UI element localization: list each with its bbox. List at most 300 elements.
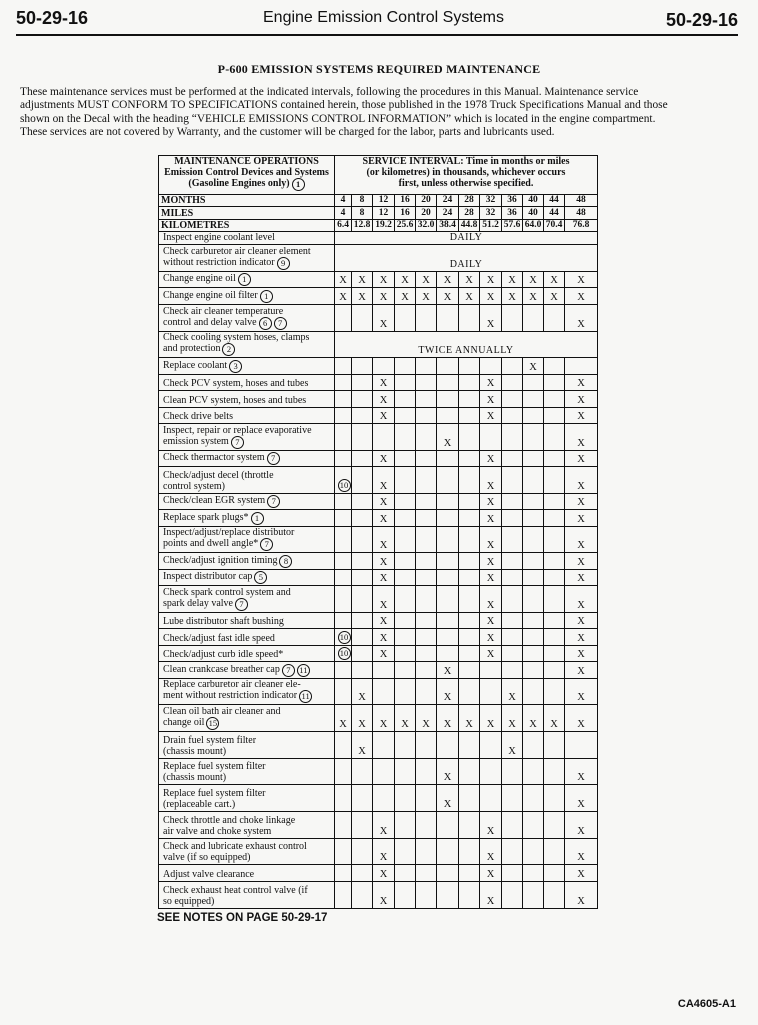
interval-mark-cell bbox=[502, 865, 523, 881]
interval-mark-cell bbox=[544, 586, 565, 613]
interval-mark-cell bbox=[416, 612, 437, 628]
operation-text: Replace fuel system filter bbox=[163, 788, 266, 800]
operation-line bbox=[163, 717, 332, 730]
table-row bbox=[159, 245, 598, 272]
interval-mark-cell bbox=[352, 304, 373, 331]
interval-mark-cell bbox=[335, 678, 352, 705]
interval-mark-cell bbox=[352, 785, 373, 812]
interval-mark-cell bbox=[523, 662, 544, 678]
operation-text: Check thermactor system bbox=[163, 452, 265, 464]
note-ref-circle: 7 bbox=[231, 436, 244, 449]
operation-text: (chassis mount) bbox=[163, 772, 227, 784]
operation-line bbox=[163, 343, 332, 356]
interval-mark-cell: X bbox=[565, 678, 598, 705]
interval-mark-cell bbox=[459, 758, 480, 785]
interval-mark-cell bbox=[395, 569, 416, 585]
interval-mark-cell bbox=[565, 731, 598, 758]
interval-mark-cell bbox=[459, 838, 480, 865]
intro-paragraph bbox=[20, 86, 736, 139]
interval-value: 24 bbox=[437, 195, 459, 207]
miles-row-label: MILES bbox=[159, 207, 335, 219]
interval-mark-cell bbox=[459, 358, 480, 374]
operation-text: control system) bbox=[163, 480, 225, 492]
operation-line bbox=[163, 598, 332, 611]
operations-header-text: (Gasoline Engines only) bbox=[188, 178, 290, 189]
interval-mark-cell bbox=[523, 553, 544, 569]
operation-line bbox=[163, 246, 332, 257]
interval-mark-cell bbox=[523, 374, 544, 390]
operation-text: Replace spark plugs* bbox=[163, 511, 249, 523]
interval-mark-cell bbox=[416, 586, 437, 613]
interval-mark-cell: X bbox=[565, 612, 598, 628]
interval-mark-cell: X bbox=[480, 838, 502, 865]
interval-mark-cell bbox=[437, 493, 459, 509]
interval-mark-cell bbox=[523, 569, 544, 585]
interval-mark-cell bbox=[352, 526, 373, 553]
interval-mark-cell bbox=[523, 645, 544, 661]
operation-cell bbox=[159, 467, 335, 494]
operation-cell bbox=[159, 678, 335, 705]
interval-value: 4 bbox=[335, 207, 352, 219]
interval-mark-cell bbox=[416, 678, 437, 705]
interval-mark-cell bbox=[373, 758, 395, 785]
interval-mark-cell bbox=[459, 662, 480, 678]
interval-mark-cell: X bbox=[480, 407, 502, 423]
interval-mark-cell: X bbox=[565, 288, 598, 304]
operation-cell bbox=[159, 881, 335, 908]
interval-mark-cell: X bbox=[480, 586, 502, 613]
table-row bbox=[159, 586, 598, 613]
interval-mark-cell bbox=[523, 467, 544, 494]
interval-mark-cell bbox=[395, 612, 416, 628]
operation-text: so equipped) bbox=[163, 896, 215, 907]
interval-mark-cell: X bbox=[416, 288, 437, 304]
operation-text: and protection bbox=[163, 343, 221, 355]
interval-mark-cell bbox=[335, 526, 352, 553]
interval-mark-cell: X bbox=[437, 758, 459, 785]
interval-mark-cell bbox=[523, 629, 544, 645]
intro-line: These services are not covered by Warranty, and the customer will be charged for the labor, parts and lubricants used. bbox=[20, 125, 555, 138]
table-row bbox=[159, 272, 598, 288]
interval-mark-cell: X bbox=[565, 569, 598, 585]
interval-mark-cell: X bbox=[395, 705, 416, 732]
operation-line bbox=[163, 495, 332, 508]
interval-mark-cell bbox=[480, 662, 502, 678]
table-row bbox=[159, 553, 598, 569]
interval-header-line: first, unless otherwise specified. bbox=[398, 178, 534, 189]
interval-mark-cell bbox=[395, 553, 416, 569]
interval-mark-cell bbox=[416, 423, 437, 450]
operation-line bbox=[163, 679, 332, 690]
interval-mark-cell bbox=[523, 838, 544, 865]
interval-mark-cell bbox=[544, 645, 565, 661]
interval-mark-cell bbox=[544, 423, 565, 450]
interval-mark-cell bbox=[502, 374, 523, 390]
operation-text: Drain fuel system filter bbox=[163, 734, 257, 746]
interval-mark-cell bbox=[544, 785, 565, 812]
interval-mark-cell bbox=[395, 629, 416, 645]
operations-header-line bbox=[159, 178, 334, 191]
interval-mark-cell bbox=[544, 662, 565, 678]
interval-mark-cell bbox=[373, 678, 395, 705]
interval-mark-cell bbox=[395, 865, 416, 881]
miles-row bbox=[159, 207, 598, 219]
interval-mark-cell bbox=[416, 785, 437, 812]
operation-line bbox=[163, 273, 332, 286]
interval-mark-cell bbox=[416, 662, 437, 678]
interval-mark-cell: X bbox=[565, 785, 598, 812]
operation-line bbox=[163, 852, 332, 863]
interval-mark-cell bbox=[544, 569, 565, 585]
table-row bbox=[159, 331, 598, 358]
interval-mark-cell bbox=[459, 569, 480, 585]
interval-mark-cell: X bbox=[437, 423, 459, 450]
interval-mark-cell: X bbox=[373, 838, 395, 865]
interval-mark-cell bbox=[502, 407, 523, 423]
interval-mark-cell: X bbox=[395, 288, 416, 304]
interval-mark-cell: X bbox=[565, 272, 598, 288]
interval-mark-cell: X bbox=[523, 705, 544, 732]
operation-line bbox=[163, 869, 332, 880]
interval-mark-cell: X bbox=[352, 288, 373, 304]
interval-mark-cell: X bbox=[373, 705, 395, 732]
interval-mark-cell bbox=[416, 569, 437, 585]
note-ref-circle: 7 bbox=[267, 452, 280, 465]
interval-value: 40 bbox=[523, 207, 544, 219]
interval-mark-cell bbox=[459, 865, 480, 881]
operation-text: change oil bbox=[163, 716, 205, 728]
interval-value: 57.6 bbox=[502, 219, 523, 231]
interval-value: 28 bbox=[459, 207, 480, 219]
operation-cell bbox=[159, 272, 335, 288]
interval-mark-cell bbox=[335, 758, 352, 785]
interval-value: 19.2 bbox=[373, 219, 395, 231]
note-ref-circle: 5 bbox=[254, 571, 267, 584]
interval-mark-cell bbox=[502, 629, 523, 645]
interval-mark-cell bbox=[437, 569, 459, 585]
interval-mark-cell bbox=[335, 731, 352, 758]
operation-line bbox=[163, 735, 332, 746]
interval-mark-cell bbox=[395, 785, 416, 812]
operation-text: emission system bbox=[163, 435, 229, 447]
interval-mark-cell bbox=[502, 423, 523, 450]
interval-mark-cell: X bbox=[373, 374, 395, 390]
interval-mark-cell: X bbox=[437, 785, 459, 812]
interval-mark-cell bbox=[395, 423, 416, 450]
operation-text: Check spark control system and bbox=[163, 586, 291, 598]
interval-mark-cell bbox=[459, 645, 480, 661]
operation-line bbox=[163, 481, 332, 492]
interval-mark-cell bbox=[395, 731, 416, 758]
interval-mark-cell bbox=[502, 612, 523, 628]
interval-mark-cell bbox=[437, 865, 459, 881]
operation-cell bbox=[159, 812, 335, 839]
interval-mark-cell bbox=[523, 881, 544, 908]
interval-mark-cell bbox=[395, 645, 416, 661]
operation-line bbox=[163, 616, 332, 627]
interval-mark-cell bbox=[335, 467, 352, 494]
interval-mark-cell: X bbox=[416, 705, 437, 732]
interval-mark-cell: X bbox=[437, 705, 459, 732]
operation-text: Inspect/adjust/replace distributor bbox=[163, 527, 295, 539]
interval-mark-cell bbox=[416, 304, 437, 331]
interval-mark-cell: X bbox=[373, 569, 395, 585]
interval-mark-cell bbox=[335, 510, 352, 526]
interval-mark-cell: X bbox=[352, 731, 373, 758]
interval-mark-cell: X bbox=[480, 467, 502, 494]
interval-mark-cell bbox=[523, 812, 544, 839]
interval-mark-cell bbox=[373, 785, 395, 812]
interval-mark-cell: X bbox=[437, 662, 459, 678]
note-ref-circle: 7 bbox=[274, 317, 287, 330]
interval-mark-cell: X bbox=[502, 705, 523, 732]
table-row bbox=[159, 678, 598, 705]
table-row bbox=[159, 288, 598, 304]
interval-mark-cell bbox=[437, 374, 459, 390]
document-title: P-600 EMISSION SYSTEMS REQUIRED MAINTENANCE bbox=[217, 62, 541, 76]
interval-mark-cell: X bbox=[480, 553, 502, 569]
interval-value: 28 bbox=[459, 195, 480, 207]
interval-mark-cell bbox=[352, 838, 373, 865]
operation-line bbox=[163, 690, 332, 703]
interval-mark-cell bbox=[416, 881, 437, 908]
interval-mark-cell bbox=[373, 662, 395, 678]
operation-text: valve (if so equipped) bbox=[163, 852, 251, 864]
interval-mark-cell bbox=[544, 812, 565, 839]
interval-mark-cell bbox=[335, 304, 352, 331]
interval-mark-cell: X bbox=[373, 553, 395, 569]
operation-line bbox=[163, 826, 332, 837]
operation-text: Check throttle and choke linkage bbox=[163, 814, 296, 826]
interval-value: 64.0 bbox=[523, 219, 544, 231]
interval-mark-cell bbox=[335, 450, 352, 466]
interval-mark-cell bbox=[395, 407, 416, 423]
section-title: Engine Emission Control Systems bbox=[263, 9, 504, 26]
interval-mark-cell bbox=[352, 812, 373, 839]
operation-line bbox=[163, 425, 332, 436]
interval-mark-cell bbox=[523, 678, 544, 705]
interval-mark-cell: X bbox=[480, 705, 502, 732]
interval-mark-cell: X bbox=[480, 569, 502, 585]
interval-mark-cell bbox=[544, 467, 565, 494]
operation-text: spark delay valve bbox=[163, 597, 233, 609]
interval-mark-cell: X bbox=[373, 407, 395, 423]
interval-mark-cell bbox=[352, 662, 373, 678]
operation-cell bbox=[159, 510, 335, 526]
operation-cell bbox=[159, 758, 335, 785]
operation-text: ment without restriction indicator bbox=[163, 690, 298, 702]
table-row bbox=[159, 526, 598, 553]
operation-line bbox=[163, 538, 332, 551]
operation-line bbox=[163, 232, 332, 243]
table-row bbox=[159, 510, 598, 526]
interval-mark-cell bbox=[437, 526, 459, 553]
interval-mark-cell: X bbox=[565, 467, 598, 494]
interval-mark-cell bbox=[352, 493, 373, 509]
interval-mark-cell bbox=[544, 838, 565, 865]
interval-mark-cell bbox=[544, 391, 565, 407]
interval-mark-cell bbox=[437, 391, 459, 407]
interval-mark-cell bbox=[437, 450, 459, 466]
operation-text: Check/adjust ignition timing bbox=[163, 554, 278, 566]
interval-mark-cell bbox=[416, 407, 437, 423]
operation-cell bbox=[159, 526, 335, 553]
operation-cell bbox=[159, 785, 335, 812]
interval-mark-cell bbox=[395, 467, 416, 494]
interval-value: 8 bbox=[352, 195, 373, 207]
interval-mark-cell bbox=[352, 612, 373, 628]
operation-line bbox=[163, 815, 332, 826]
table-row bbox=[159, 838, 598, 865]
interval-mark-cell bbox=[437, 612, 459, 628]
interval-value: 51.2 bbox=[480, 219, 502, 231]
interval-mark-cell: X bbox=[565, 510, 598, 526]
operation-cell bbox=[159, 662, 335, 678]
interval-mark-cell bbox=[437, 881, 459, 908]
interval-value: 36 bbox=[502, 207, 523, 219]
interval-mark-cell bbox=[416, 510, 437, 526]
interval-value: 48 bbox=[565, 207, 598, 219]
table-row bbox=[159, 865, 598, 881]
interval-value: 36 bbox=[502, 195, 523, 207]
interval-mark-cell bbox=[352, 586, 373, 613]
interval-mark-cell bbox=[373, 423, 395, 450]
interval-mark-cell: X bbox=[565, 662, 598, 678]
interval-mark-cell bbox=[395, 391, 416, 407]
operation-cell bbox=[159, 493, 335, 509]
interval-mark-cell bbox=[352, 629, 373, 645]
interval-mark-cell bbox=[502, 391, 523, 407]
table-row bbox=[159, 467, 598, 494]
interval-value: 48 bbox=[565, 195, 598, 207]
interval-mark-cell: X bbox=[373, 881, 395, 908]
note-ref-circle: 1 bbox=[251, 512, 264, 525]
interval-mark-cell bbox=[502, 645, 523, 661]
operation-line bbox=[163, 799, 332, 810]
table-row bbox=[159, 569, 598, 585]
interval-mark-cell: X bbox=[480, 450, 502, 466]
interval-mark-cell bbox=[416, 467, 437, 494]
interval-mark-cell: X bbox=[373, 526, 395, 553]
interval-mark-cell bbox=[416, 450, 437, 466]
intro-line: shown on the Decal with the heading “VEHICLE EMISSIONS CONTROL INFORMATION” which is located in the engine compartment. bbox=[20, 112, 656, 125]
interval-mark-cell: X bbox=[480, 288, 502, 304]
table-row bbox=[159, 705, 598, 732]
page-number-left: 50-29-16 bbox=[16, 8, 89, 28]
interval-value: 20 bbox=[416, 207, 437, 219]
interval-mark-cell: X bbox=[373, 612, 395, 628]
interval-mark-cell bbox=[459, 493, 480, 509]
interval-mark-cell bbox=[416, 758, 437, 785]
interval-mark-cell bbox=[335, 586, 352, 613]
interval-value: 32.0 bbox=[416, 219, 437, 231]
interval-mark-cell bbox=[395, 881, 416, 908]
interval-mark-cell: X bbox=[544, 705, 565, 732]
interval-mark-cell bbox=[437, 510, 459, 526]
interval-mark-cell bbox=[335, 838, 352, 865]
interval-mark-cell bbox=[352, 758, 373, 785]
operations-header-line: Emission Control Devices and Systems bbox=[164, 167, 329, 178]
interval-mark-cell: X bbox=[565, 493, 598, 509]
months-row-label: MONTHS bbox=[159, 195, 335, 207]
interval-value: 12 bbox=[373, 207, 395, 219]
interval-mark-cell bbox=[523, 493, 544, 509]
operation-line bbox=[163, 317, 332, 330]
interval-mark-cell bbox=[352, 865, 373, 881]
interval-mark-cell bbox=[373, 731, 395, 758]
table-row bbox=[159, 391, 598, 407]
interval-mark-cell: X bbox=[373, 510, 395, 526]
interval-mark-cell bbox=[395, 758, 416, 785]
interval-mark-cell bbox=[335, 645, 352, 661]
interval-mark-cell: X bbox=[565, 304, 598, 331]
interval-mark-cell bbox=[437, 629, 459, 645]
operation-text: Change engine oil bbox=[163, 273, 236, 285]
operation-cell bbox=[159, 423, 335, 450]
interval-mark-cell bbox=[502, 526, 523, 553]
operation-line bbox=[163, 896, 332, 907]
interval-mark-cell: X bbox=[480, 865, 502, 881]
operation-line bbox=[163, 257, 332, 270]
note-ref-circle: 7 bbox=[267, 495, 280, 508]
interval-mark-cell bbox=[502, 569, 523, 585]
interval-mark-cell bbox=[502, 450, 523, 466]
table-row bbox=[159, 374, 598, 390]
interval-mark-cell: X bbox=[373, 272, 395, 288]
interval-mark-cell bbox=[352, 467, 373, 494]
interval-mark-cell bbox=[395, 812, 416, 839]
interval-mark-cell bbox=[459, 526, 480, 553]
operation-line bbox=[163, 306, 332, 317]
operation-line bbox=[163, 649, 332, 660]
operation-cell bbox=[159, 569, 335, 585]
table-row bbox=[159, 304, 598, 331]
interval-mark-cell bbox=[352, 645, 373, 661]
interval-mark-cell bbox=[459, 881, 480, 908]
operation-line bbox=[163, 788, 332, 799]
interval-mark-cell bbox=[544, 881, 565, 908]
operation-line bbox=[163, 841, 332, 852]
interval-mark-cell: X bbox=[459, 705, 480, 732]
interval-mark-cell bbox=[335, 569, 352, 585]
maintenance-table bbox=[158, 155, 598, 909]
interval-mark-cell bbox=[416, 553, 437, 569]
operation-line bbox=[163, 470, 332, 481]
interval-mark-cell bbox=[523, 785, 544, 812]
interval-value: 25.6 bbox=[395, 219, 416, 231]
interval-mark-cell: X bbox=[480, 612, 502, 628]
operation-cell bbox=[159, 629, 335, 645]
interval-mark-cell: X bbox=[373, 645, 395, 661]
interval-mark-cell bbox=[416, 731, 437, 758]
interval-mark-cell bbox=[352, 358, 373, 374]
operation-line bbox=[163, 436, 332, 449]
interval-mark-cell: X bbox=[480, 629, 502, 645]
note-ref-circle: 6 bbox=[259, 317, 272, 330]
interval-mark-cell: X bbox=[480, 510, 502, 526]
interval-value: 24 bbox=[437, 207, 459, 219]
interval-mark-cell: X bbox=[437, 678, 459, 705]
table-row bbox=[159, 662, 598, 678]
interval-mark-cell bbox=[373, 358, 395, 374]
interval-value: 44.8 bbox=[459, 219, 480, 231]
interval-mark-cell bbox=[523, 423, 544, 450]
operation-text: Check/adjust curb idle speed* bbox=[163, 649, 284, 661]
interval-value: 76.8 bbox=[565, 219, 598, 231]
operation-line bbox=[163, 746, 332, 757]
interval-mark-cell: X bbox=[373, 467, 395, 494]
interval-mark-cell bbox=[335, 865, 352, 881]
